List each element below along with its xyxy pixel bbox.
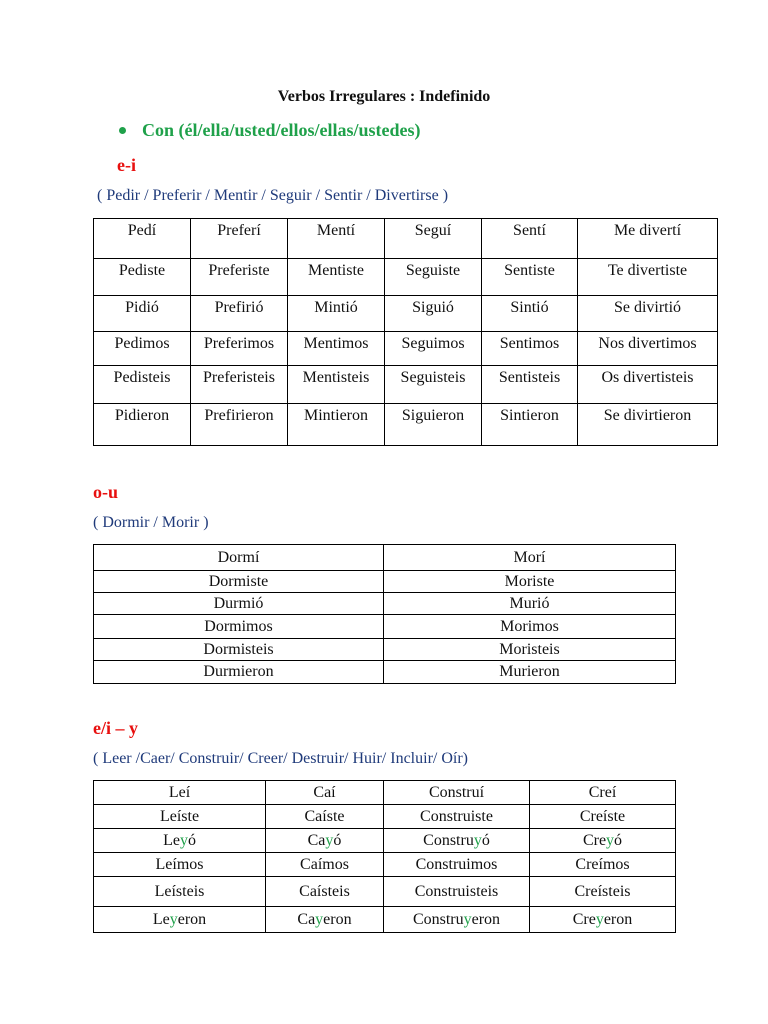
table-cell: Seguiste: [385, 259, 482, 296]
table-cell: Sentimos: [482, 332, 578, 366]
table-cell: Prefirieron: [191, 404, 288, 446]
cell-text-part: ó: [333, 831, 342, 849]
table-cell: Nos divertimos: [578, 332, 718, 366]
table-cell: Sintieron: [482, 404, 578, 446]
table-cell: Se divirtió: [578, 296, 718, 332]
bullet-item: [115, 120, 421, 141]
cell-text-part: Ca: [297, 910, 316, 928]
table-row: [94, 259, 718, 296]
table-row: [94, 907, 676, 933]
table-cell: Pedí: [94, 219, 191, 259]
cell-text-part: eron: [177, 910, 207, 928]
table-cell: Preferiste: [191, 259, 288, 296]
table-cell: [266, 781, 384, 805]
cell-text-part: Cre: [572, 910, 596, 928]
table-cell: [530, 907, 676, 933]
table-cell: Sentisteis: [482, 366, 578, 404]
table-cell: [94, 781, 266, 805]
table-row: [94, 661, 676, 684]
table-cell: Murió: [384, 593, 676, 615]
cell-text-part: Leíste: [159, 807, 200, 825]
table-row: [94, 593, 676, 615]
table-cell: [384, 907, 530, 933]
cell-text-part: eron: [603, 910, 633, 928]
table-cell: [94, 829, 266, 853]
table-row: [94, 853, 676, 877]
cell-text-part: Caísteis: [299, 882, 350, 900]
table-row: [94, 829, 676, 853]
table-cell: [384, 805, 530, 829]
table-cell: Pidieron: [94, 404, 191, 446]
table-cell: [384, 829, 530, 853]
table-cell: Seguisteis: [385, 366, 482, 404]
cell-text-part: Construimos: [415, 855, 498, 873]
table-cell: Mentiste: [288, 259, 385, 296]
table-cell: Moriste: [384, 571, 676, 593]
table-cell: [94, 877, 266, 907]
table-cell: Dormisteis: [94, 639, 384, 661]
verb-list-e-i: ( Pedir / Preferir / Mentir / Seguir / Sentir / Divertirse ): [97, 187, 449, 204]
table-cell: [384, 781, 530, 805]
table-cell: [530, 829, 676, 853]
cell-text-part: Creísteis: [574, 882, 631, 900]
bullet-icon: [119, 127, 126, 134]
table-cell: Mintieron: [288, 404, 385, 446]
table-cell: Pediste: [94, 259, 191, 296]
table-cell: [384, 877, 530, 907]
highlight-letter: y: [169, 910, 178, 928]
table-cell: Murieron: [384, 661, 676, 684]
cell-text-part: Caí: [313, 783, 336, 801]
cell-text-part: Leísteis: [154, 882, 205, 900]
table-cell: [384, 853, 530, 877]
cell-text-part: Caíste: [304, 807, 345, 825]
conjugation-table-o-u: [93, 544, 676, 684]
table-cell: [530, 781, 676, 805]
table-row: [94, 805, 676, 829]
highlight-letter: y: [606, 831, 615, 849]
cell-text-part: Construisteis: [414, 882, 499, 900]
table-row: [94, 639, 676, 661]
cell-text-part: Constru: [412, 910, 464, 928]
table-cell: Seguí: [385, 219, 482, 259]
table-cell: Se divirtieron: [578, 404, 718, 446]
table-cell: [266, 805, 384, 829]
table-cell: Siguió: [385, 296, 482, 332]
table-cell: Preferimos: [191, 332, 288, 366]
cell-text-part: Le: [163, 831, 180, 849]
cell-text-part: Creímos: [575, 855, 630, 873]
section-heading-o-u: o-u: [93, 482, 119, 502]
cell-text-part: Creíste: [579, 807, 626, 825]
table-cell: Preferisteis: [191, 366, 288, 404]
table-cell: Morimos: [384, 615, 676, 639]
table-cell: [94, 805, 266, 829]
table-cell: Mentisteis: [288, 366, 385, 404]
highlight-letter: y: [179, 831, 188, 849]
table-cell: Dormí: [94, 545, 384, 571]
table-cell: Pidió: [94, 296, 191, 332]
cell-text-part: Leí: [168, 783, 191, 801]
cell-text-part: Constru: [423, 831, 474, 849]
highlight-letter: y: [473, 831, 482, 849]
table-cell: Pedimos: [94, 332, 191, 366]
cell-text-part: Caímos: [300, 855, 349, 873]
table-cell: Mentí: [288, 219, 385, 259]
table-cell: [530, 877, 676, 907]
table-row: [94, 545, 676, 571]
table-cell: [266, 877, 384, 907]
verb-list-o-u: ( Dormir / Morir ): [93, 514, 209, 531]
cell-text-part: Creí: [588, 783, 617, 801]
table-cell: Moristeis: [384, 639, 676, 661]
cell-text-part: Construí: [428, 783, 485, 801]
table-row: [94, 219, 718, 259]
table-cell: [94, 907, 266, 933]
conjugation-table-ei-y: [93, 780, 676, 933]
table-cell: Prefirió: [191, 296, 288, 332]
page-title: Verbos Irregulares : Indefinido: [277, 88, 491, 105]
table-cell: Durmieron: [94, 661, 384, 684]
highlight-letter: y: [463, 910, 472, 928]
table-cell: [266, 907, 384, 933]
table-cell: [94, 853, 266, 877]
bullet-text: Con (él/ella/usted/ellos/ellas/ustedes): [142, 120, 421, 140]
table-cell: Os divertisteis: [578, 366, 718, 404]
section-heading-e-i: e-i: [117, 155, 136, 175]
cell-text-part: ó: [481, 831, 490, 849]
table-cell: [530, 805, 676, 829]
table-cell: Mintió: [288, 296, 385, 332]
table-cell: Mentimos: [288, 332, 385, 366]
table-cell: Te divertiste: [578, 259, 718, 296]
table-cell: Dormiste: [94, 571, 384, 593]
table-cell: Siguieron: [385, 404, 482, 446]
cell-text-part: eron: [323, 910, 352, 928]
table-row: [94, 571, 676, 593]
cell-text-part: Le: [152, 910, 170, 928]
cell-text-part: Leímos: [155, 855, 204, 873]
table-cell: Dormimos: [94, 615, 384, 639]
highlight-letter: y: [595, 910, 604, 928]
table-row: [94, 404, 718, 446]
table-cell: Preferí: [191, 219, 288, 259]
table-row: [94, 615, 676, 639]
highlight-letter: y: [325, 831, 334, 849]
table-cell: [266, 829, 384, 853]
table-cell: Durmió: [94, 593, 384, 615]
highlight-letter: y: [315, 910, 324, 928]
table-cell: Sentí: [482, 219, 578, 259]
cell-text-part: eron: [471, 910, 501, 928]
verb-list-ei-y: ( Leer /Caer/ Construir/ Creer/ Destruir/ Huir/ Incluir/ Oír): [93, 750, 468, 767]
cell-text-part: ó: [187, 831, 196, 849]
table-row: [94, 366, 718, 404]
table-cell: Sintió: [482, 296, 578, 332]
table-cell: [266, 853, 384, 877]
cell-text-part: Ca: [307, 831, 326, 849]
cell-text-part: Cre: [582, 831, 607, 849]
cell-text-part: Construiste: [420, 807, 493, 825]
section-heading-ei-y: e/i – y: [93, 718, 138, 738]
cell-text-part: ó: [614, 831, 623, 849]
table-cell: Seguimos: [385, 332, 482, 366]
table-row: [94, 877, 676, 907]
table-cell: [530, 853, 676, 877]
table-cell: Morí: [384, 545, 676, 571]
table-cell: Pedisteis: [94, 366, 191, 404]
table-cell: Sentiste: [482, 259, 578, 296]
table-row: [94, 781, 676, 805]
table-row: [94, 332, 718, 366]
conjugation-table-e-i: [93, 218, 718, 446]
table-cell: Me divertí: [578, 219, 718, 259]
table-row: [94, 296, 718, 332]
